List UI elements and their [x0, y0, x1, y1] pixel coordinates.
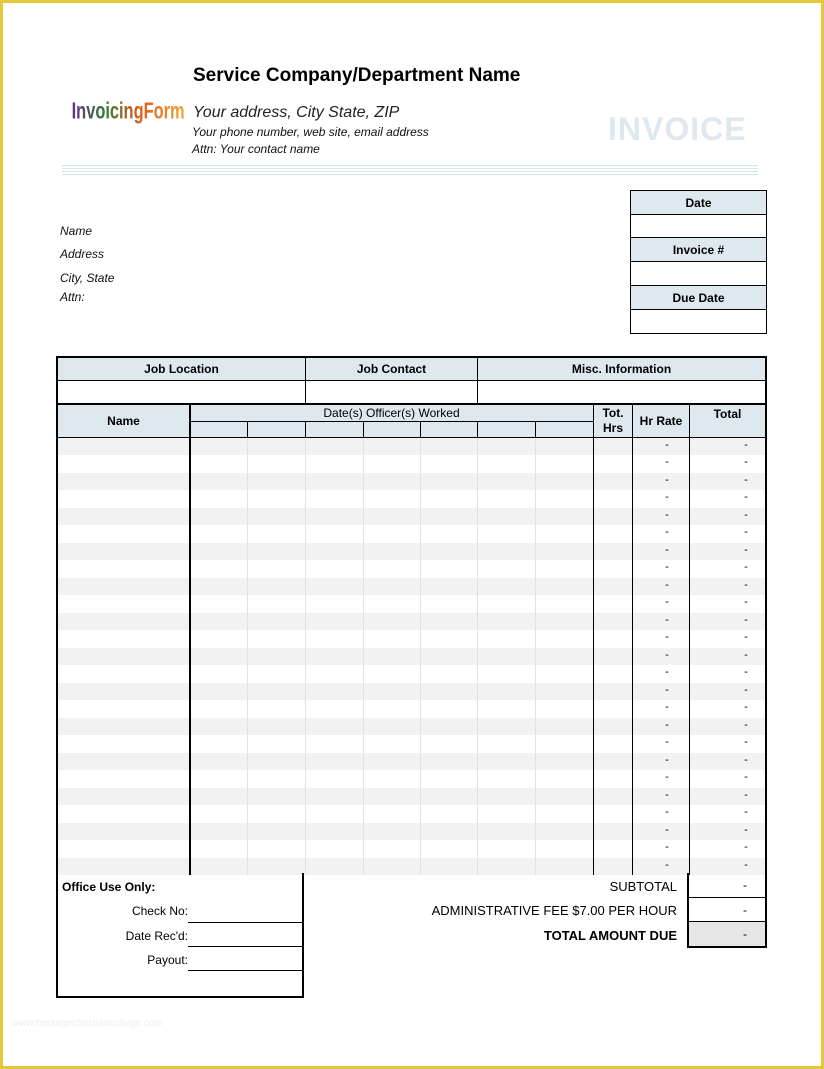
total-cell: - [744, 788, 748, 801]
dates-subheader [190, 422, 593, 437]
tot-hrs-header [594, 405, 632, 437]
svg-text:InvoicingForm: InvoicingForm [71, 98, 185, 125]
total-header: Total [690, 405, 765, 427]
table-row[interactable] [58, 543, 765, 560]
total-cell: - [744, 596, 748, 609]
subtotal-label: SUBTOTAL [609, 879, 677, 894]
hr-rate-cell: - [665, 491, 669, 504]
hr-rate-cell: - [665, 858, 669, 871]
date-field[interactable] [631, 215, 766, 238]
total-cell: - [744, 771, 748, 784]
table-row[interactable] [58, 438, 765, 455]
total-cell: - [744, 841, 748, 854]
hr-rate-cell: - [665, 613, 669, 626]
total-cell: - [744, 736, 748, 749]
company-name: Service Company/Department Name [193, 65, 521, 86]
table-row[interactable] [58, 805, 765, 822]
total-cell: - [744, 858, 748, 871]
table-row[interactable] [58, 753, 765, 770]
dates-worked-header: Date(s) Officer(s) Worked [190, 405, 593, 421]
total-cell: - [744, 631, 748, 644]
total-cell: - [744, 648, 748, 661]
total-cell: - [744, 718, 748, 731]
watermark: www.heritagechristiancollege.com [12, 1018, 163, 1029]
company-attn: Attn: Your contact name [192, 142, 320, 156]
hr-rate-cell: - [665, 683, 669, 696]
document-title: INVOICE [608, 111, 747, 147]
total-header-pad [690, 427, 765, 437]
company-address: Your address, City State, ZIP [193, 104, 400, 121]
total-cell: - [744, 613, 748, 626]
hr-rate-cell: - [665, 596, 669, 609]
total-due-value: - [689, 922, 765, 946]
total-cell: - [744, 561, 748, 574]
hr-rate-cell: - [665, 648, 669, 661]
admin-fee-value: - [689, 898, 765, 922]
table-row[interactable] [58, 648, 765, 665]
date-label: Date [631, 191, 766, 215]
invoice-number-label: Invoice # [631, 238, 766, 262]
table-row[interactable] [58, 630, 765, 647]
table-row[interactable] [58, 473, 765, 490]
total-cell: - [744, 666, 748, 679]
payout-label: Payout: [147, 953, 188, 967]
job-contact-header: Job Contact [306, 358, 477, 380]
table-row[interactable] [58, 700, 765, 717]
invoice-info-box [630, 190, 767, 334]
table-row[interactable] [58, 490, 765, 507]
check-no-label: Check No: [131, 904, 188, 918]
bill-name-label: Name [60, 224, 93, 238]
hr-rate-cell: - [665, 823, 669, 836]
check-no-field[interactable] [188, 922, 302, 923]
table-row[interactable] [58, 578, 765, 595]
hr-rate-cell: - [665, 578, 669, 591]
name-column-header: Name [58, 405, 189, 437]
hr-rate-cell: - [665, 771, 669, 784]
subtotal-value: - [689, 873, 765, 898]
invoice-number-field[interactable] [631, 262, 766, 286]
misc-info-field[interactable] [478, 381, 765, 403]
totals-box [687, 873, 767, 948]
office-use-title: Office Use Only: [62, 880, 156, 894]
total-cell: - [744, 456, 748, 469]
line-items-body [58, 438, 765, 875]
hr-rate-cell: - [665, 631, 669, 644]
table-row[interactable] [58, 718, 765, 735]
total-cell: - [744, 473, 748, 486]
table-row[interactable] [58, 665, 765, 682]
company-contact: Your phone number, web site, email address [192, 125, 429, 139]
total-cell: - [744, 491, 748, 504]
date-recd-label: Date Rec'd: [125, 929, 188, 943]
hr-rate-cell: - [665, 841, 669, 854]
due-date-field[interactable] [631, 310, 766, 333]
misc-info-header: Misc. Information [478, 358, 765, 380]
table-row[interactable] [58, 735, 765, 752]
table-row[interactable] [58, 770, 765, 787]
company-logo [70, 84, 185, 134]
table-row[interactable] [58, 508, 765, 525]
total-cell: - [744, 578, 748, 591]
hr-rate-cell: - [665, 788, 669, 801]
total-cell: - [744, 439, 748, 451]
hr-rate-cell: - [665, 473, 669, 486]
tot-hrs-label-1: Tot. [602, 406, 624, 420]
bill-attn-label: Attn: [60, 290, 85, 304]
hr-rate-cell: - [665, 736, 669, 749]
total-cell: - [744, 701, 748, 714]
header-divider [62, 171, 758, 172]
hr-rate-cell: - [665, 753, 669, 766]
job-contact-field[interactable] [306, 381, 477, 403]
job-location-field[interactable] [58, 381, 305, 403]
hr-rate-header: Hr Rate [633, 405, 689, 437]
hr-rate-cell: - [665, 508, 669, 521]
date-recd-field[interactable] [188, 946, 302, 947]
hr-rate-cell: - [665, 561, 669, 574]
hr-rate-cell: - [665, 526, 669, 539]
bill-address-label: Address [60, 247, 105, 261]
table-row[interactable] [58, 525, 765, 542]
header-divider [62, 165, 758, 166]
hr-rate-cell: - [665, 456, 669, 469]
office-use-box [56, 873, 304, 998]
table-row[interactable] [58, 455, 765, 472]
total-due-label: TOTAL AMOUNT DUE [543, 928, 677, 943]
total-cell: - [744, 683, 748, 696]
table-row[interactable] [58, 560, 765, 577]
hr-rate-cell: - [665, 543, 669, 556]
hr-rate-cell: - [665, 806, 669, 819]
total-cell: - [744, 806, 748, 819]
header-divider [62, 174, 758, 175]
total-cell: - [744, 543, 748, 556]
job-table [56, 356, 767, 873]
total-cell: - [744, 823, 748, 836]
admin-fee-label: ADMINISTRATIVE FEE $7.00 PER HOUR [431, 903, 677, 918]
job-location-header: Job Location [58, 358, 305, 380]
total-cell: - [744, 753, 748, 766]
total-cell: - [744, 508, 748, 521]
table-row[interactable] [58, 613, 765, 630]
table-row[interactable] [58, 595, 765, 612]
table-row[interactable] [58, 840, 765, 857]
hr-rate-cell: - [665, 439, 669, 451]
hr-rate-cell: - [665, 666, 669, 679]
header-divider [62, 168, 758, 169]
table-row[interactable] [58, 788, 765, 805]
bill-city-label: City, State [60, 271, 115, 285]
tot-hrs-label-2: Hrs [602, 421, 623, 435]
table-row[interactable] [58, 823, 765, 840]
hr-rate-cell: - [665, 718, 669, 731]
table-row[interactable] [58, 683, 765, 700]
due-date-label: Due Date [631, 286, 766, 310]
total-cell: - [744, 526, 748, 539]
hr-rate-cell: - [665, 701, 669, 714]
payout-field[interactable] [188, 970, 302, 971]
